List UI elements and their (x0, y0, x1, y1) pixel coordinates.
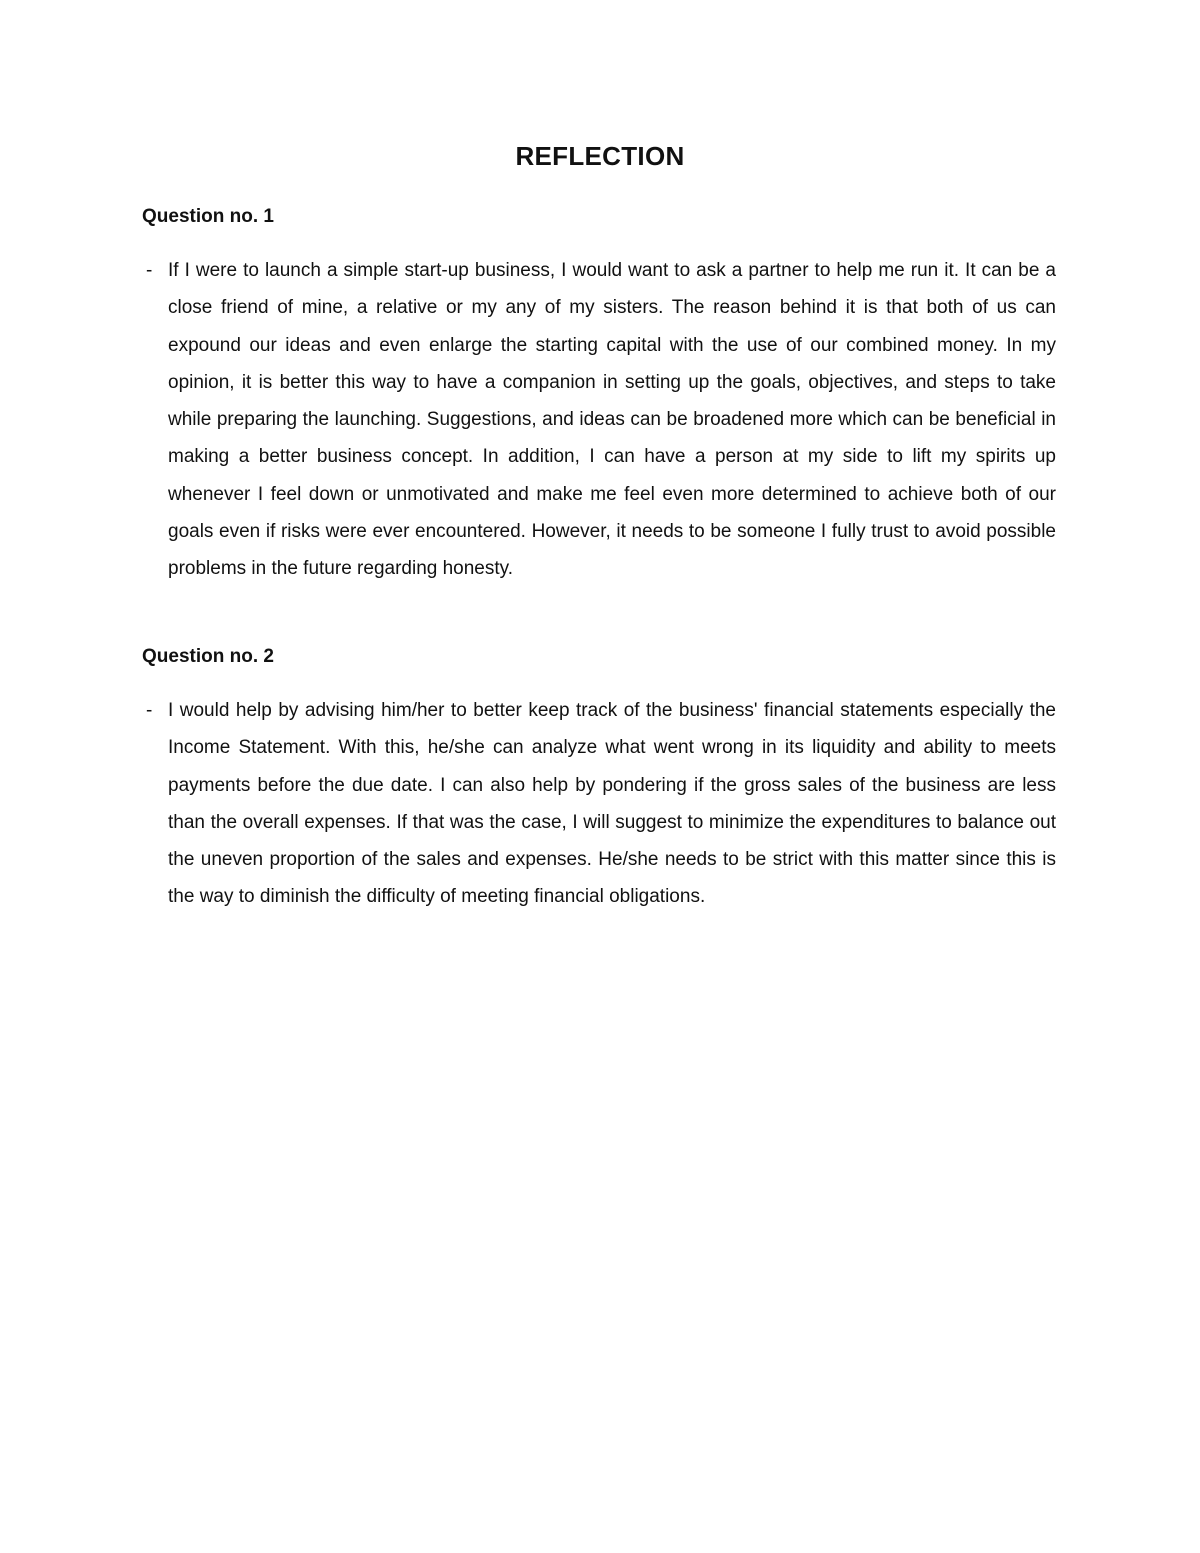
page-title: REFLECTION (515, 141, 685, 171)
question-1-heading: Question no. 1 (142, 206, 274, 227)
question-1-answer: If I were to launch a simple start-up business, I would want to ask a partner to help me run it. It can be a close friend of mine, a relative or my any of my sisters. The reason behind it is that both of us can expound our ideas and even enlarge the starting capital with the use of our combined money. In my opinion, it is better this way to have a companion in setting up the goals, objectives, and steps to take while preparing the launching. Suggestions, and ideas can be broadened more which can be beneficial in making a better business concept. In addition, I can have a person at my side to lift my spirits up whenever I feel down or unmotivated and make me feel even more determined to achieve both of our goals even if risks were ever encountered. However, it needs to be someone I fully trust to avoid possible problems in the future regarding honesty. (168, 260, 1056, 580)
question-2-bullet: - (146, 700, 153, 721)
question-1-bullet: - (146, 260, 153, 281)
question-2-heading: Question no. 2 (142, 646, 274, 667)
question-2-answer: I would help by advising him/her to better keep track of the business' financial statements especially the Income Statement. With this, he/she can analyze what went wrong in its liquidity and ability to meets payments before the due date. I can also help by pondering if the gross sales of the business are less than the overall expenses. If that was the case, I will suggest to minimize the expenditures to balance out the uneven proportion of the sales and expenses. He/she needs to be strict with this matter since this is the way to diminish the difficulty of meeting financial obligations. (168, 700, 1056, 908)
